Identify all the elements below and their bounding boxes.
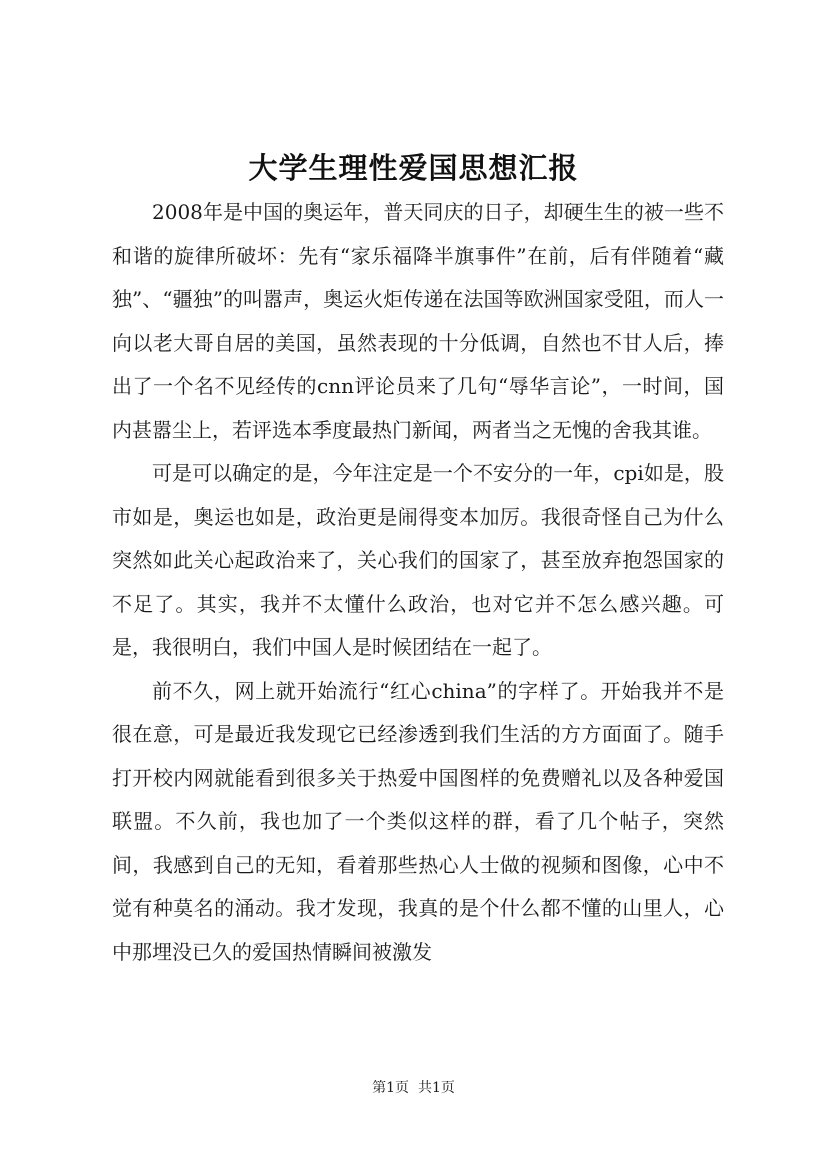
paragraph: 前不久，网上就开始流行“红心china”的字样了。开始我并不是很在意，可是最近我发现它已经渗透到我们生活的方方面面了。随手打开校内网就能看到很多关于热爱中国图样的免费赠礼以及各种爱国联盟。不久前，我也加了一个类似这样的群，看了几个帖子，突然间，我感到自己的无知，看着那些热心人士做的视频和图像，心中不觉有种莫名的涌动。我才发现，我真的是个什么都不懂的山里人，心中那埋没已久的爱国热情瞬间被激发	[112, 678, 724, 964]
paragraph: 2008年是中国的奥运年，普天同庆的日子，却硬生生的被一些不和谐的旋律所破坏：先有“家乐福降半旗事件”在前，后有伴随着“藏独”、“疆独”的叫嚣声，奥运火炬传递在法国等欧洲国家受阻，而人一向以老大哥自居的美国，虽然表现的十分低调，自然也不甘人后，捧出了一个名不见经传的cnn评论员来了几句“辱华言论”，一时间，国内甚嚣尘上，若评选本季度最热门新闻，两者当之无愧的舍我其谁。	[112, 200, 724, 442]
document-body	[112, 191, 724, 974]
paragraph: 可是可以确定的是，今年注定是一个不安分的一年，cpi如是，股市如是，奥运也如是，政治更是闹得变本加厉。我很奇怪自己为什么突然如此关心起政治来了，关心我们的国家了，甚至放弃抱怨国家的不足了。其实，我并不太懂什么政治，也对它并不怎么感兴趣。可是，我很明白，我们中国人是时候团结在一起了。	[112, 461, 724, 659]
page-number: 第1页 共1页	[372, 1080, 455, 1096]
document-title: 大学生理性爱国思想汇报	[248, 151, 579, 185]
page-footer	[0, 1078, 827, 1098]
